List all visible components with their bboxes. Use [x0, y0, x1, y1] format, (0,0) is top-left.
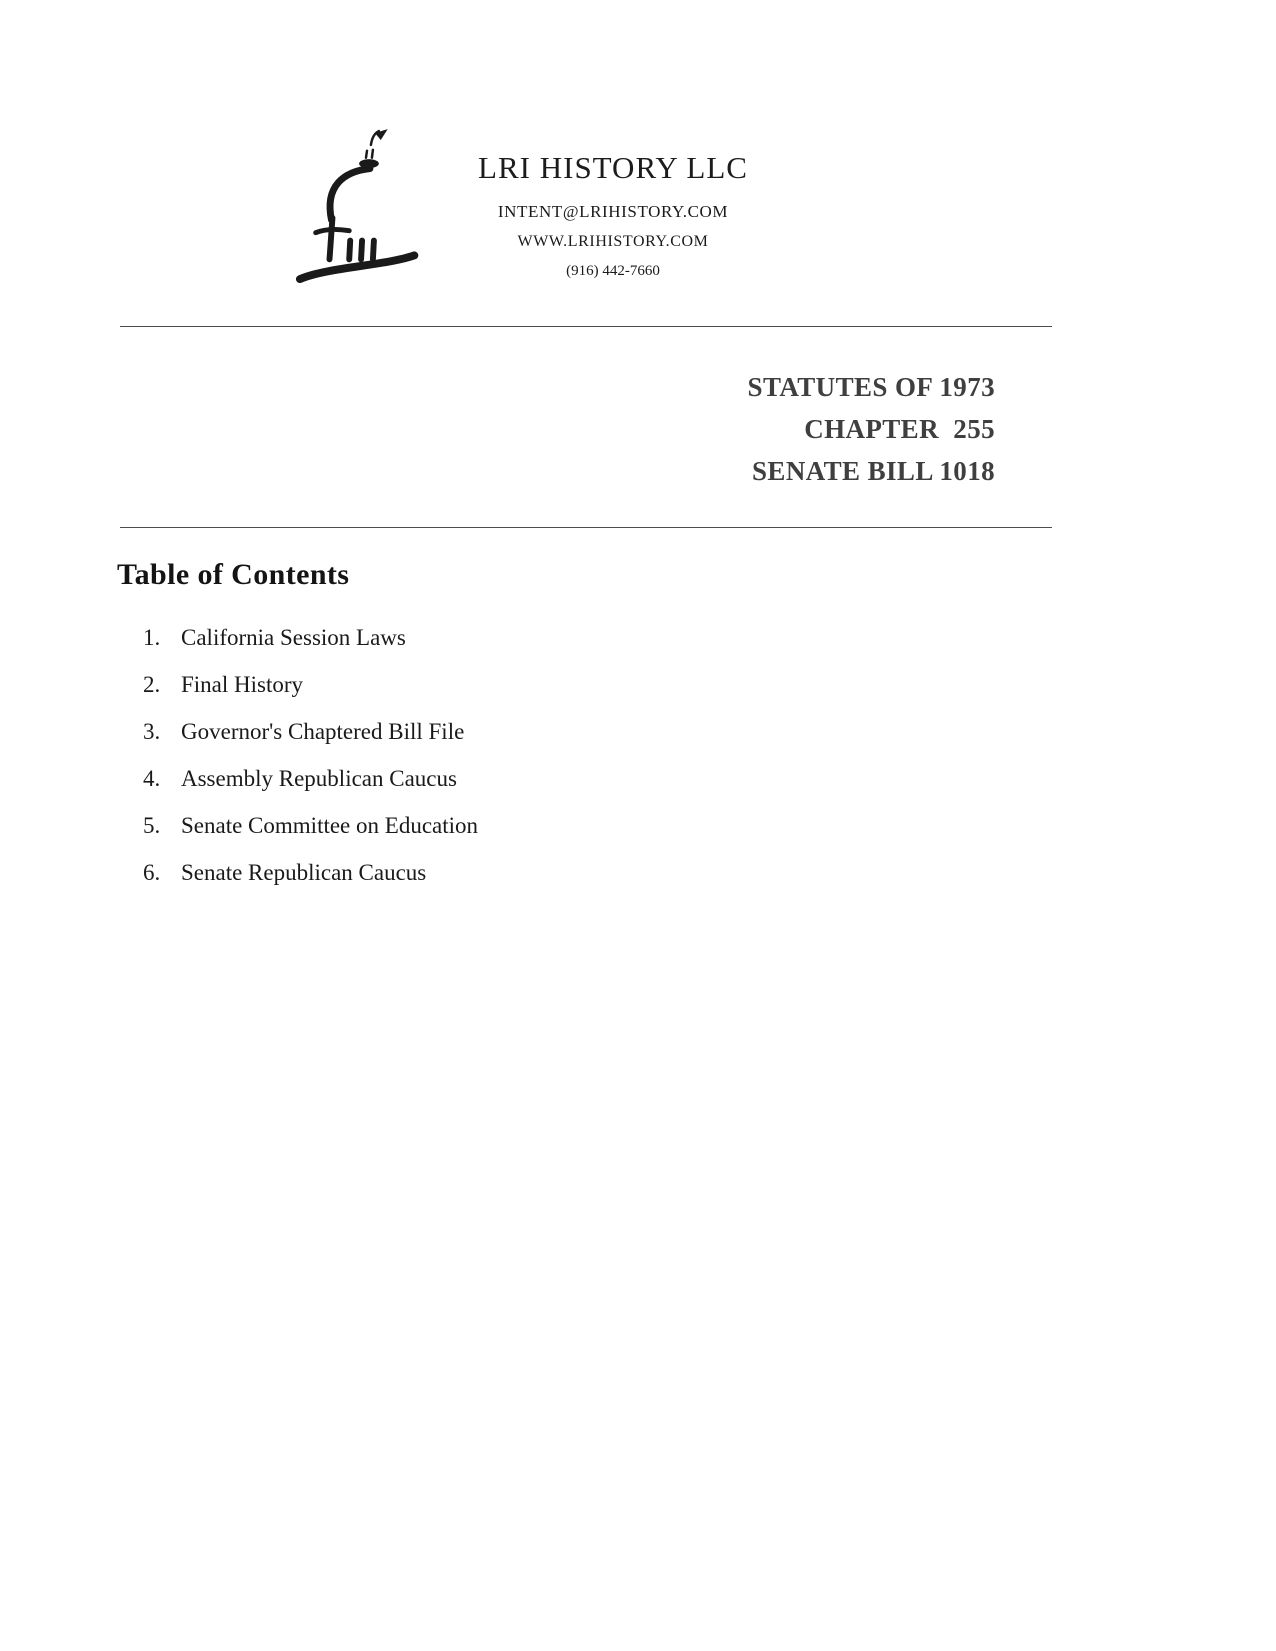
company-website: WWW.LRIHISTORY.COM — [517, 233, 709, 250]
toc-item — [143, 673, 478, 696]
toc-item — [143, 767, 478, 790]
toc-item-number: 5. — [143, 813, 161, 838]
toc-item-number: 4. — [143, 766, 161, 791]
company-email: INTENT@LRIHISTORY.COM — [497, 202, 729, 221]
toc-item-label: Governor's Chaptered Bill File — [181, 719, 465, 744]
toc-item-number: 6. — [143, 860, 161, 885]
toc-item — [143, 814, 478, 837]
toc-item-label: Senate Committee on Education — [181, 813, 479, 838]
divider-bottom — [120, 527, 1052, 528]
contact-block — [458, 126, 768, 280]
toc-item-number: 2. — [143, 672, 161, 697]
toc-item-label: Senate Republican Caucus — [181, 860, 427, 885]
toc-item — [143, 626, 478, 649]
toc-item-number: 3. — [143, 719, 161, 744]
toc-item-label: Assembly Republican Caucus — [181, 766, 457, 791]
toc-item — [143, 861, 478, 884]
toc-list — [143, 626, 478, 908]
company-name: LRI HISTORY LLC — [478, 150, 748, 185]
senate-bill-line: SENATE BILL 1018 — [752, 456, 995, 486]
capitol-dome-logo-icon — [292, 126, 440, 294]
statutes-line: STATUTES OF 1973 — [747, 372, 995, 402]
document-title-block — [748, 366, 995, 492]
chapter-line: CHAPTER 255 — [804, 414, 995, 444]
divider-top — [120, 326, 1052, 327]
toc-item-label: California Session Laws — [181, 625, 406, 650]
toc-item-number: 1. — [143, 625, 161, 650]
toc-item-label: Final History — [181, 672, 304, 697]
letterhead — [292, 126, 768, 294]
company-phone: (916) 442-7660 — [566, 263, 660, 279]
toc-heading: Table of Contents — [117, 558, 350, 591]
toc-item — [143, 720, 478, 743]
